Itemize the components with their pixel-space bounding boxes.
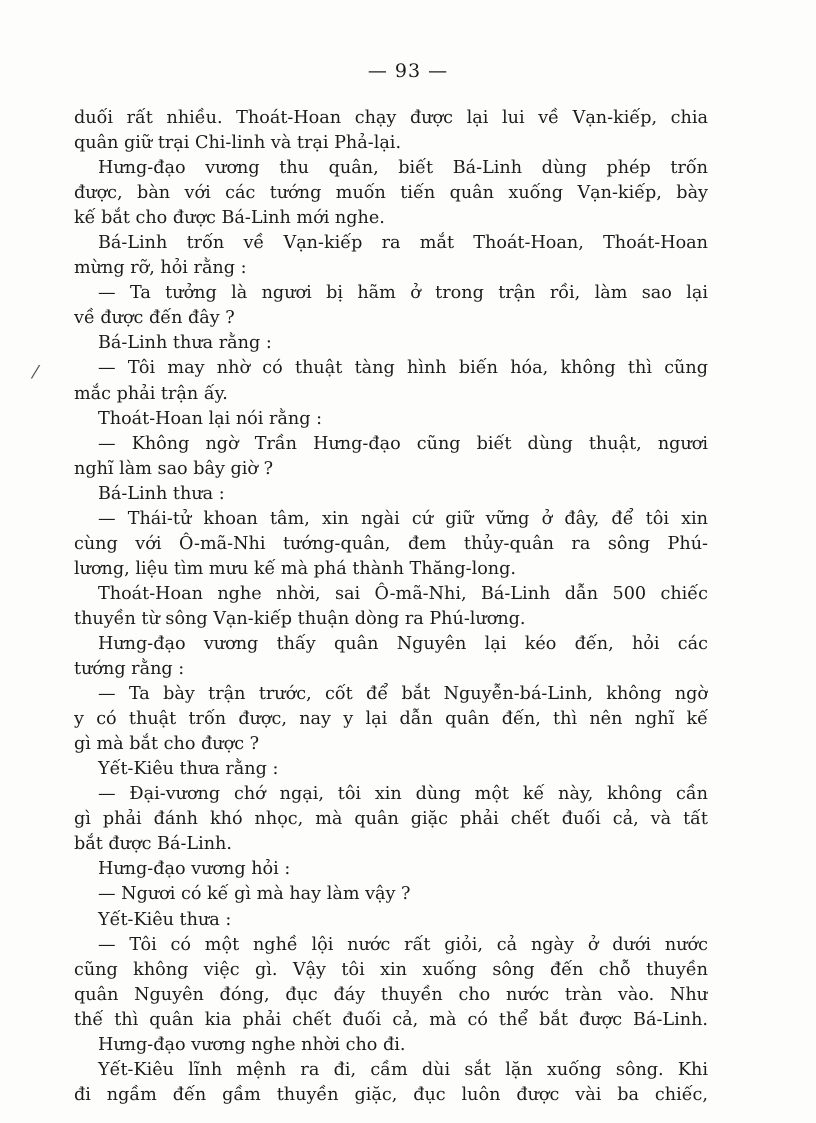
text-line: cũng không việc gì. Vậy tôi xin xuống sông đến chỗ thuyền xyxy=(74,959,708,980)
text-line: — Ngươi có kế gì mà hay làm vậy ? xyxy=(98,884,411,905)
text-line: — Tôi may nhờ có thuật tàng hình biến hóa, không thì cũng xyxy=(98,358,708,379)
text-line: — Ta tưởng là ngươi bị hãm ở trong trận rồi, làm sao lại xyxy=(98,283,708,304)
text-line: Yết-Kiêu thưa : xyxy=(98,909,232,930)
text-line: — Đại-vương chớ ngại, tôi xin dùng một kế này, không cần xyxy=(98,784,708,805)
text-line: Hưng-đạo vương thấy quân Nguyên lại kéo đến, hỏi các xyxy=(98,633,708,654)
text-line: — Không ngờ Trần Hưng-đạo cũng biết dùng thuật, ngươi xyxy=(98,433,708,454)
page-number: — 93 — xyxy=(367,60,449,82)
text-line: gì mà bắt cho được ? xyxy=(74,734,260,755)
text-line: Thoát-Hoan nghe nhời, sai Ô-mã-Nhi, Bá-Linh dẫn 500 chiếc xyxy=(98,583,708,604)
text-line: thế thì quân kia phải chết đuối cả, mà có thể bắt được Bá-Linh. xyxy=(74,1009,708,1030)
text-line: Yết-Kiêu thưa rằng : xyxy=(98,759,279,780)
text-line: được, bàn với các tướng muốn tiến quân xuống Vạn-kiếp, bày xyxy=(74,183,708,204)
text-line: mắc phải trận ấy. xyxy=(74,383,228,404)
text-line: Bá-Linh thưa : xyxy=(98,483,225,504)
text-line: — Thái-tử khoan tâm, xin ngài cứ giữ vững ở đây, để tôi xin xyxy=(98,508,708,529)
text-line: Bá-Linh trốn về Vạn-kiếp ra mắt Thoát-Hoan, Thoát-Hoan xyxy=(98,233,708,254)
text-line: đi ngầm đến gầm thuyền giặc, đục luôn được vài ba chiếc, xyxy=(74,1084,708,1105)
text-line: — Tôi có một nghề lội nước rất giỏi, cả ngày ở dưới nước xyxy=(98,934,708,955)
margin-stroke-mark: ⁄ xyxy=(34,362,38,383)
text-line: Hưng-đạo vương hỏi : xyxy=(98,859,291,880)
text-line: Thoát-Hoan lại nói rằng : xyxy=(98,408,323,429)
text-line: y có thuật trốn được, nay y lại dẫn quân đến, thì nên nghĩ kế xyxy=(74,709,708,730)
text-line: về được đến đây ? xyxy=(74,308,235,329)
text-line: gì phải đánh khó nhọc, mà quân giặc phải chết đuối cả, và tất xyxy=(74,809,708,830)
text-line: bắt được Bá-Linh. xyxy=(74,834,232,855)
text-line: Hưng-đạo vương nghe nhời cho đi. xyxy=(98,1034,406,1055)
text-line: duối rất nhiều. Thoát-Hoan chạy được lại lui về Vạn-kiếp, chia xyxy=(74,108,708,128)
text-line: thuyền từ sông Vạn-kiếp thuận dòng ra Phú-lương. xyxy=(74,608,526,629)
text-line: quân Nguyên đóng, đục đáy thuyền cho nước tràn vào. Như xyxy=(74,984,708,1005)
text-line: Hưng-đạo vương thu quân, biết Bá-Linh dùng phép trốn xyxy=(98,158,708,179)
body-text xyxy=(74,106,708,1108)
text-line: — Ta bày trận trước, cốt để bắt Nguyễn-bá-Linh, không ngờ xyxy=(98,684,708,705)
text-line: mừng rỡ, hỏi rằng : xyxy=(74,258,247,279)
text-line: Bá-Linh thưa rằng : xyxy=(98,333,272,354)
text-line: kế bắt cho được Bá-Linh mới nghe. xyxy=(74,208,385,229)
text-line: nghĩ làm sao bây giờ ? xyxy=(74,458,274,479)
text-line: Yết-Kiêu lĩnh mệnh ra đi, cầm dùi sắt lặn xuống sông. Khi xyxy=(98,1059,708,1080)
text-line: cùng với Ô-mã-Nhi tướng-quân, đem thủy-quân ra sông Phú- xyxy=(74,533,708,554)
text-line: tướng rằng : xyxy=(74,659,185,680)
text-line: quân giữ trại Chi-linh và trại Phả-lại. xyxy=(74,133,402,154)
text-line: lương, liệu tìm mưu kế mà phá thành Thăng-long. xyxy=(74,558,516,579)
